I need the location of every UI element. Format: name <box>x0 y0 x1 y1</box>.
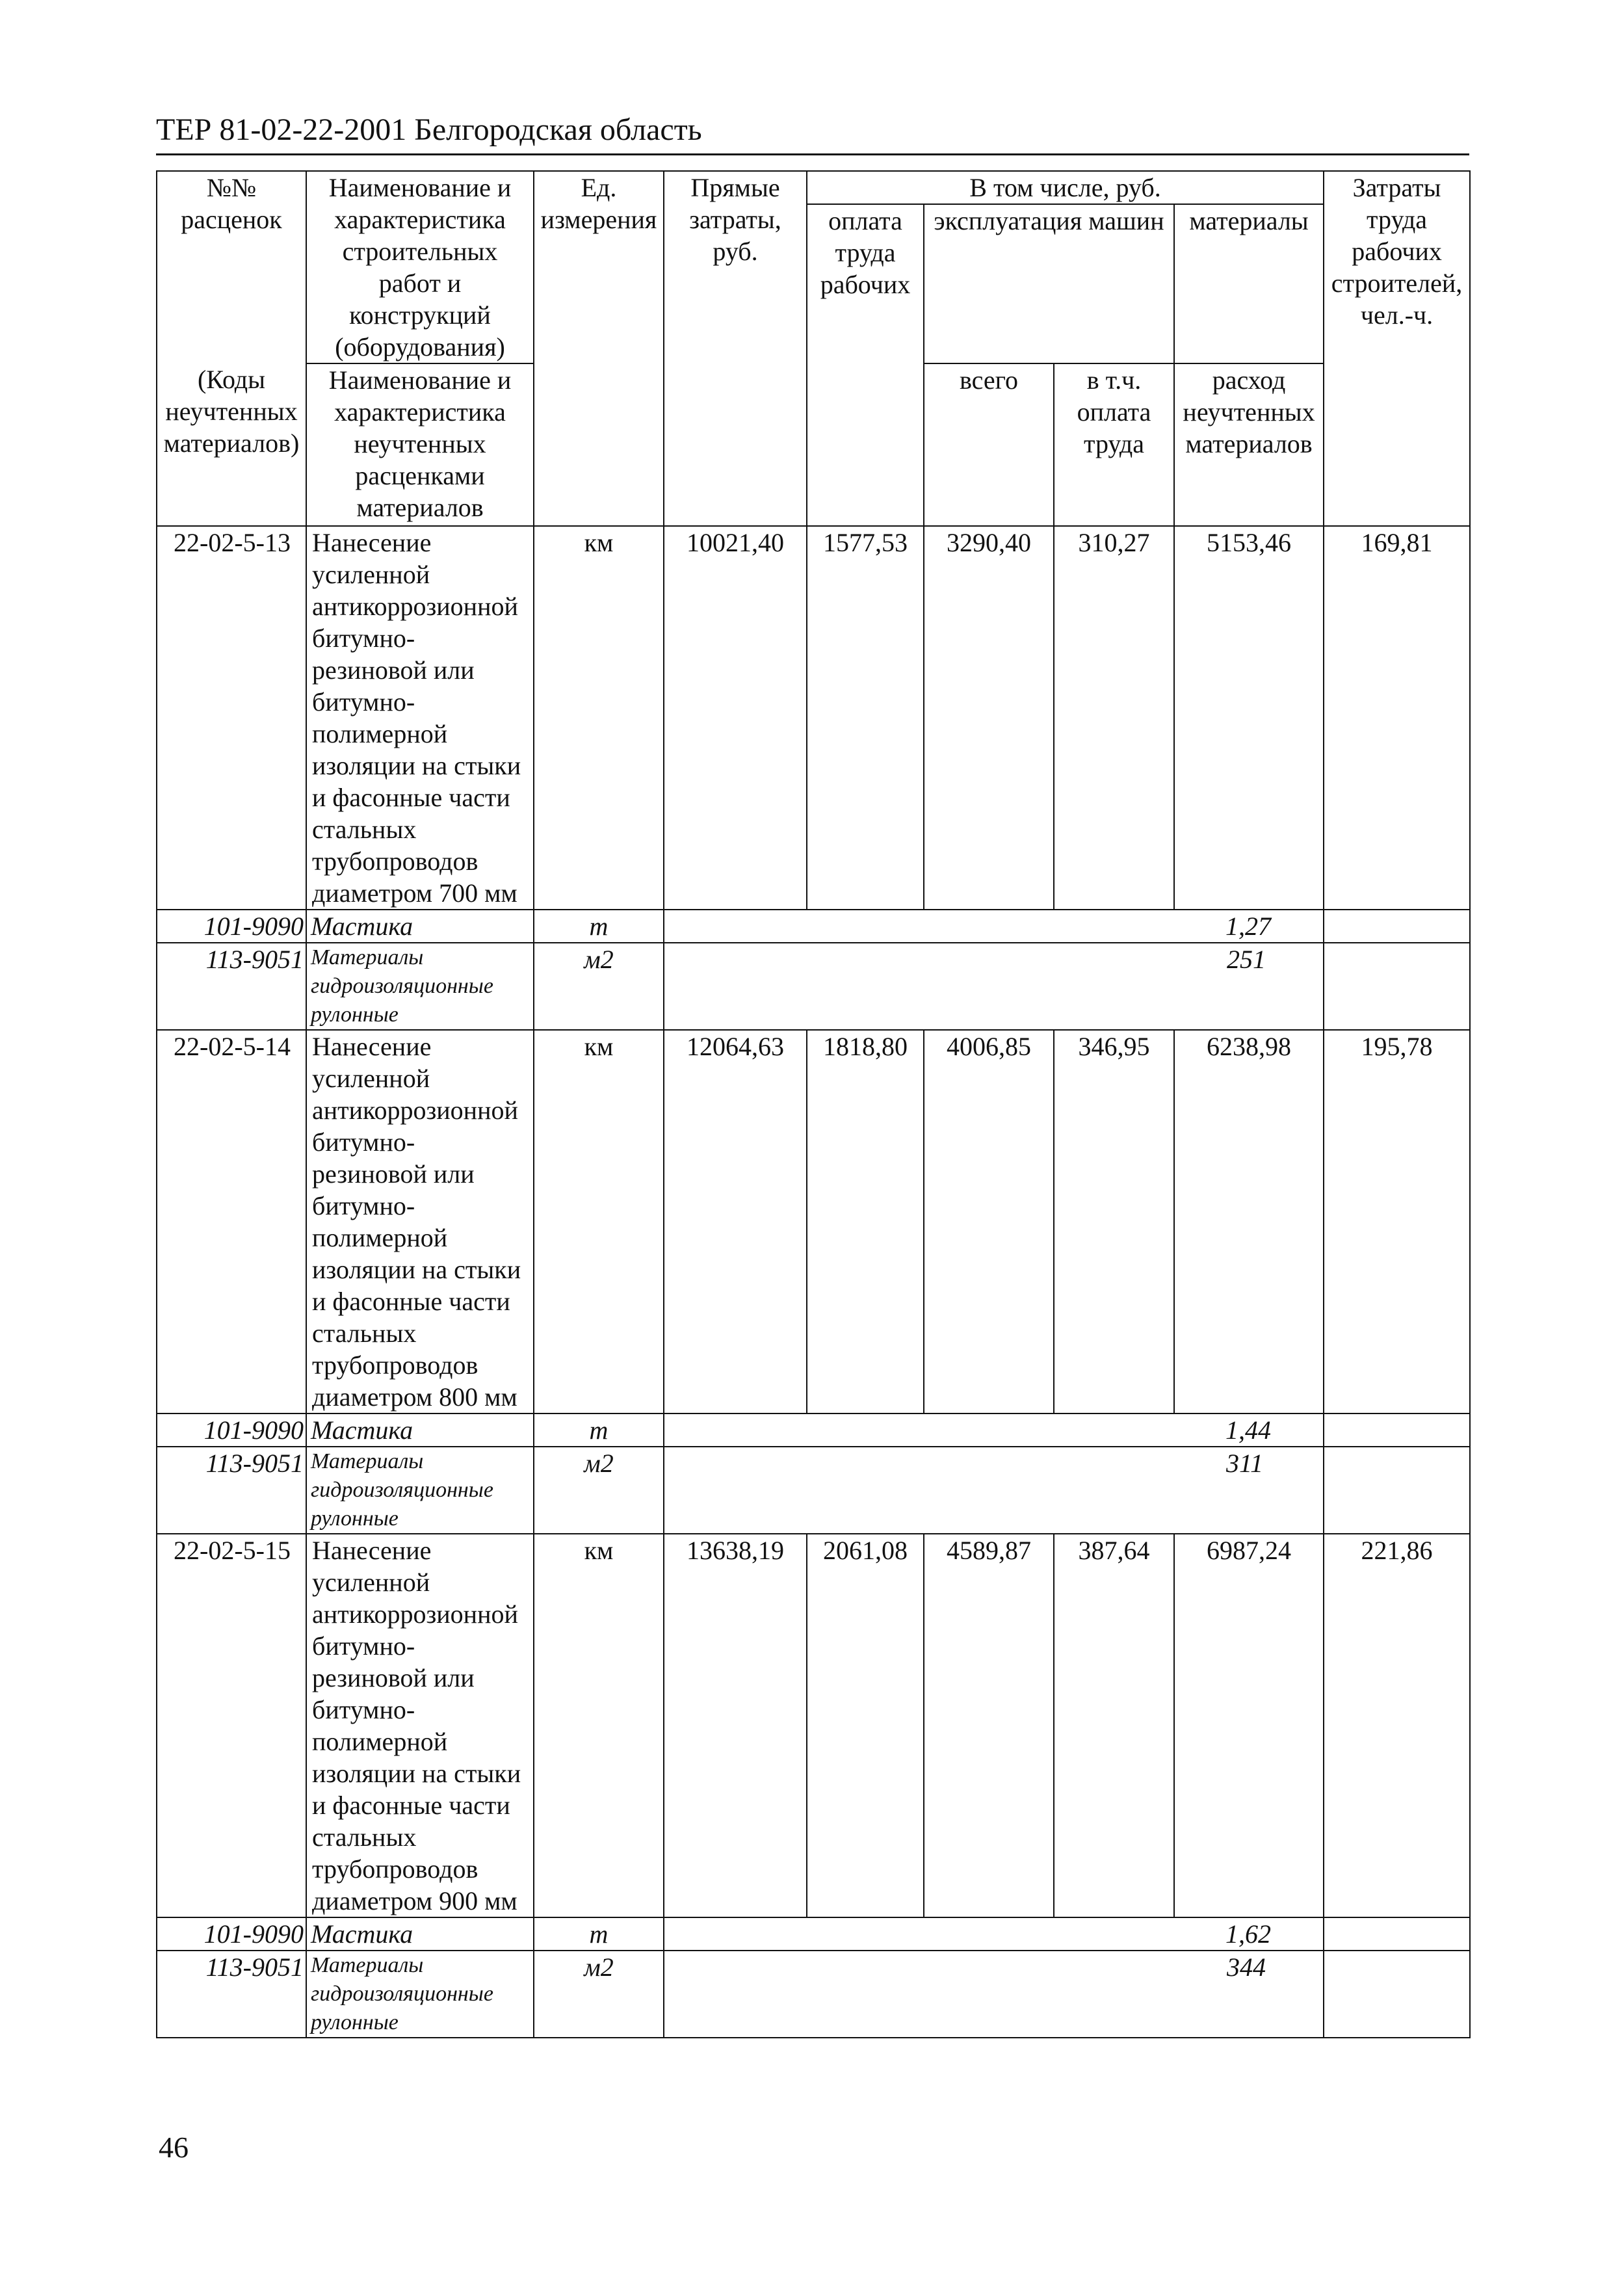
rate-machines-total-cell: 3290,40 <box>924 526 1054 910</box>
header-code-cell: №№ расценок <box>157 171 306 363</box>
material-row <box>157 1414 1470 1447</box>
material-unit-cell: м2 <box>534 1951 664 2038</box>
rate-labor-cost-cell: 221,86 <box>1324 1534 1470 1917</box>
header-machines-total-cell: всего <box>924 363 1054 526</box>
header-including-cell: В том числе, руб. <box>807 171 1324 204</box>
rate-code-cell: 22-02-5-14 <box>157 1030 306 1414</box>
material-name-cell: Мастика <box>306 910 534 943</box>
rate-machines-total-cell: 4006,85 <box>924 1030 1054 1414</box>
rate-labor-pay-cell: 2061,08 <box>807 1534 924 1917</box>
material-code-cell: 113-9051 <box>157 1951 306 2038</box>
material-name-cell: Мастика <box>306 1917 534 1951</box>
header-labor-pay-cell: оплата труда рабочих <box>807 204 924 526</box>
material-row <box>157 1951 1470 2038</box>
header-unit-cell: Ед. измерения <box>534 171 664 526</box>
rate-materials-cell: 6987,24 <box>1174 1534 1324 1917</box>
material-name-cell: Материалы гидроизоляционные рулонные <box>306 1447 534 1534</box>
material-unit-cell: т <box>534 910 664 943</box>
rate-unit-cell: км <box>534 1030 664 1414</box>
rate-name-cell: Нанесение усиленной антикоррозионной битумно-резиновой или битумно-полимерной изоляции на стыки и фасонные части стальных трубопроводов диаметром 700 мм <box>306 526 534 910</box>
material-row <box>157 910 1470 943</box>
header-unaccounted-materials-cell: расход неучтенных материалов <box>1174 363 1324 526</box>
material-row <box>157 1917 1470 1951</box>
material-empty-cell <box>1324 1447 1470 1534</box>
material-code-cell: 101-9090 <box>157 1917 306 1951</box>
material-amount-cell: 1,44 <box>664 1414 1324 1447</box>
material-amount-cell: 1,62 <box>664 1917 1324 1951</box>
material-name-cell: Материалы гидроизоляционные рулонные <box>306 1951 534 2038</box>
rate-machines-labor-cell: 310,27 <box>1054 526 1174 910</box>
material-code-cell: 113-9051 <box>157 1447 306 1534</box>
material-code-cell: 101-9090 <box>157 1414 306 1447</box>
material-amount-cell: 344 <box>664 1951 1324 2038</box>
material-amount-cell: 1,27 <box>664 910 1324 943</box>
rate-unit-cell: км <box>534 1534 664 1917</box>
rate-direct-costs-cell: 12064,63 <box>664 1030 807 1414</box>
material-name-cell: Мастика <box>306 1414 534 1447</box>
rate-labor-pay-cell: 1818,80 <box>807 1030 924 1414</box>
header-labor-cost-cell: Затраты труда рабочих строителей, чел.-ч. <box>1324 171 1470 526</box>
material-amount-cell: 251 <box>664 943 1324 1030</box>
header-row-1 <box>157 171 1470 204</box>
rate-unit-cell: км <box>534 526 664 910</box>
material-empty-cell <box>1324 1951 1470 2038</box>
material-code-cell: 101-9090 <box>157 910 306 943</box>
page-number: 46 <box>159 2131 189 2164</box>
page-header: ТЕР 81-02-22-2001 Белгородская область <box>156 109 1469 155</box>
rate-direct-costs-cell: 13638,19 <box>664 1534 807 1917</box>
rate-direct-costs-cell: 10021,40 <box>664 526 807 910</box>
material-unit-cell: м2 <box>534 943 664 1030</box>
material-unit-cell: т <box>534 1414 664 1447</box>
material-empty-cell <box>1324 943 1470 1030</box>
material-empty-cell <box>1324 1414 1470 1447</box>
material-row <box>157 1447 1470 1534</box>
material-unit-cell: т <box>534 1917 664 1951</box>
rate-labor-cost-cell: 169,81 <box>1324 526 1470 910</box>
header-machines-labor-cell: в т.ч. оплата труда <box>1054 363 1174 526</box>
material-amount-cell: 311 <box>664 1447 1324 1534</box>
header-subcode-cell: (Коды неучтенных материалов) <box>157 363 306 526</box>
material-row <box>157 943 1470 1030</box>
rate-labor-cost-cell: 195,78 <box>1324 1030 1470 1414</box>
table-row <box>157 526 1470 910</box>
header-direct-costs-cell: Прямые затраты, руб. <box>664 171 807 526</box>
material-name-cell: Материалы гидроизоляционные рулонные <box>306 943 534 1030</box>
rates-table <box>156 170 1471 2038</box>
rate-code-cell: 22-02-5-13 <box>157 526 306 910</box>
material-unit-cell: м2 <box>534 1447 664 1534</box>
rate-machines-labor-cell: 387,64 <box>1054 1534 1174 1917</box>
header-materials-cell: материалы <box>1174 204 1324 363</box>
header-subname-cell: Наименование и характеристика неучтенных расценками материалов <box>306 363 534 526</box>
material-empty-cell <box>1324 1917 1470 1951</box>
table-row <box>157 1030 1470 1414</box>
rate-materials-cell: 5153,46 <box>1174 526 1324 910</box>
rate-name-cell: Нанесение усиленной антикоррозионной битумно-резиновой или битумно-полимерной изоляции на стыки и фасонные части стальных трубопроводов диаметром 900 мм <box>306 1534 534 1917</box>
rate-labor-pay-cell: 1577,53 <box>807 526 924 910</box>
material-code-cell: 113-9051 <box>157 943 306 1030</box>
table-row <box>157 1534 1470 1917</box>
rate-materials-cell: 6238,98 <box>1174 1030 1324 1414</box>
material-empty-cell <box>1324 910 1470 943</box>
rate-machines-total-cell: 4589,87 <box>924 1534 1054 1917</box>
rate-machines-labor-cell: 346,95 <box>1054 1030 1174 1414</box>
header-machines-cell: эксплуатация машин <box>924 204 1174 363</box>
rate-code-cell: 22-02-5-15 <box>157 1534 306 1917</box>
header-name-cell: Наименование и характеристика строительных работ и конструкций (оборудования) <box>306 171 534 363</box>
rate-name-cell: Нанесение усиленной антикоррозионной битумно-резиновой или битумно-полимерной изоляции на стыки и фасонные части стальных трубопроводов диаметром 800 мм <box>306 1030 534 1414</box>
